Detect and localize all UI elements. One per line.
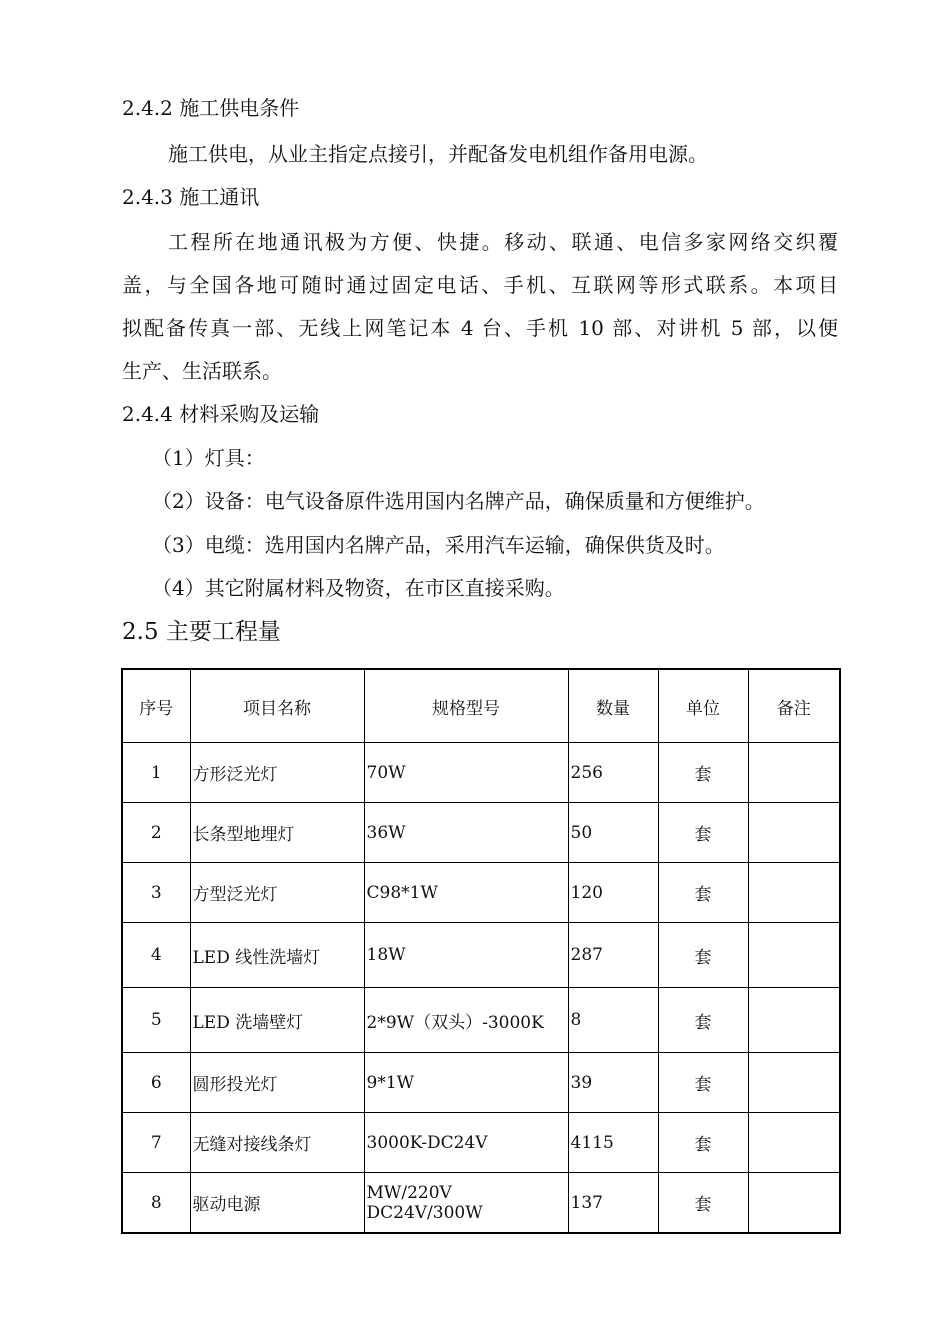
cell-name: 方形泛光灯 — [190, 743, 364, 803]
table-header-row — [122, 669, 840, 743]
cell-name: LED 线性洗墙灯 — [190, 923, 364, 988]
header-name: 项目名称 — [190, 669, 364, 743]
cell-note — [748, 743, 840, 803]
cell-no: 4 — [122, 923, 190, 988]
table-row — [122, 863, 840, 923]
cell-note — [748, 863, 840, 923]
cell-no: 8 — [122, 1173, 190, 1234]
list-item: （3）电缆：选用国内名牌产品，采用汽车运输，确保供货及时。 — [152, 533, 725, 557]
cell-qty: 287 — [568, 923, 658, 988]
cell-qty: 8 — [568, 988, 658, 1053]
cell-qty: 120 — [568, 863, 658, 923]
header-unit: 单位 — [658, 669, 748, 743]
cell-spec: 70W — [364, 743, 568, 803]
cell-unit: 套 — [658, 988, 748, 1053]
cell-spec: 18W — [364, 923, 568, 988]
cell-name: 驱动电源 — [190, 1173, 364, 1234]
cell-unit: 套 — [658, 743, 748, 803]
cell-unit: 套 — [658, 1053, 748, 1113]
cell-name: 圆形投光灯 — [190, 1053, 364, 1113]
cell-no: 5 — [122, 988, 190, 1053]
cell-spec: 2*9W（双头）-3000K — [364, 988, 568, 1053]
heading-2-4-2: 2.4.2 施工供电条件 — [122, 96, 300, 120]
cell-spec: 9*1W — [364, 1053, 568, 1113]
paragraph-communication-line-3: 拟配备传真一部、无线上网笔记本 4 台、手机 10 部、对讲机 5 部，以便 — [122, 316, 838, 340]
table-row — [122, 988, 840, 1053]
header-spec: 规格型号 — [364, 669, 568, 743]
cell-spec: 36W — [364, 803, 568, 863]
cell-note — [748, 923, 840, 988]
table-row — [122, 803, 840, 863]
header-no: 序号 — [122, 669, 190, 743]
table-row — [122, 1113, 840, 1173]
table-row — [122, 1053, 840, 1113]
table-row — [122, 1173, 840, 1234]
cell-qty: 256 — [568, 743, 658, 803]
cell-spec: 3000K-DC24V — [364, 1113, 568, 1173]
cell-unit: 套 — [658, 803, 748, 863]
cell-unit: 套 — [658, 1113, 748, 1173]
heading-2-4-3: 2.4.3 施工通讯 — [122, 185, 260, 209]
heading-2-5: 2.5 主要工程量 — [122, 619, 281, 645]
cell-no: 7 — [122, 1113, 190, 1173]
header-note: 备注 — [748, 669, 840, 743]
cell-no: 6 — [122, 1053, 190, 1113]
cell-name: 长条型地埋灯 — [190, 803, 364, 863]
cell-note — [748, 803, 840, 863]
paragraph-communication-line-2: 盖，与全国各地可随时通过固定电话、手机、互联网等形式联系。本项目 — [122, 273, 838, 297]
header-qty: 数量 — [568, 669, 658, 743]
cell-spec: C98*1W — [364, 863, 568, 923]
table-row — [122, 743, 840, 803]
cell-no: 1 — [122, 743, 190, 803]
cell-qty: 4115 — [568, 1113, 658, 1173]
paragraph-power-supply: 施工供电，从业主指定点接引，并配备发电机组作备用电源。 — [168, 142, 708, 166]
cell-name: 无缝对接线条灯 — [190, 1113, 364, 1173]
list-item: （1）灯具： — [152, 446, 265, 470]
quantities-table — [121, 668, 841, 1234]
cell-qty: 137 — [568, 1173, 658, 1234]
cell-no: 3 — [122, 863, 190, 923]
cell-spec: MW/220V DC24V/300W — [364, 1173, 568, 1234]
list-item: （4）其它附属材料及物资，在市区直接采购。 — [152, 576, 565, 600]
cell-note — [748, 988, 840, 1053]
paragraph-communication-line-4: 生产、生活联系。 — [122, 359, 282, 383]
cell-note — [748, 1173, 840, 1234]
cell-qty: 50 — [568, 803, 658, 863]
paragraph-communication-line-1: 工程所在地通讯极为方便、快捷。移动、联通、电信多家网络交织覆 — [168, 230, 838, 254]
cell-unit: 套 — [658, 923, 748, 988]
cell-qty: 39 — [568, 1053, 658, 1113]
cell-note — [748, 1053, 840, 1113]
cell-note — [748, 1113, 840, 1173]
cell-unit: 套 — [658, 1173, 748, 1234]
cell-name: 方型泛光灯 — [190, 863, 364, 923]
list-item: （2）设备：电气设备原件选用国内名牌产品，确保质量和方便维护。 — [152, 489, 765, 513]
cell-name: LED 洗墙壁灯 — [190, 988, 364, 1053]
cell-unit: 套 — [658, 863, 748, 923]
heading-2-4-4: 2.4.4 材料采购及运输 — [122, 402, 320, 426]
cell-no: 2 — [122, 803, 190, 863]
table-row — [122, 923, 840, 988]
